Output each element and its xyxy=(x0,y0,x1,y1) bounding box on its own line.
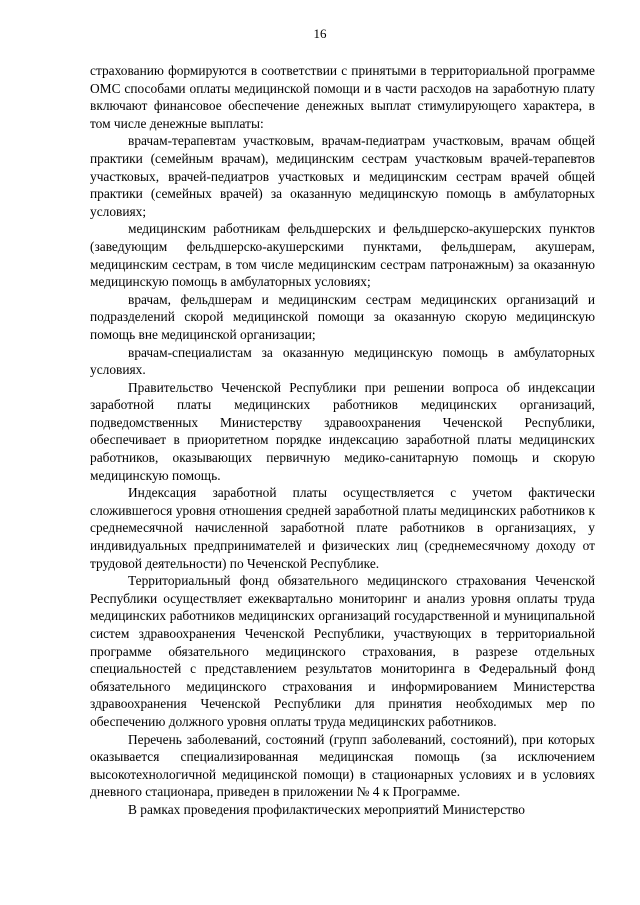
paragraph: В рамках проведения профилактических мероприятий Министерство xyxy=(128,801,525,817)
paragraph: Перечень заболеваний, состояний (групп заболеваний, состояний), при которых оказывается специализированная медицинская помощь (за исключением высокотехнологичной медицинской помощи) в стационарных условиях и в условиях дневного стационара, приведен в приложении № 4 к Программе. xyxy=(90,731,595,800)
paragraph: врачам, фельдшерам и медицинским сестрам медицинских организаций и подразделений скорой медицинской помощи за оказанную скорую медицинскую помощь вне медицинской организации; xyxy=(90,291,595,342)
paragraph: Правительство Чеченской Республики при решении вопроса об индексации заработной платы медицинских работников медицинских организаций, подведомственных Министерству здравоохранения Чеченской Республики, обеспечивает в приоритетном порядке индексацию заработной платы медицинских работников, оказывающих первичную медико-санитарную помощь и скорую медицинскую помощь. xyxy=(90,379,595,483)
page-number: 16 xyxy=(313,26,327,41)
paragraph: Индексация заработной платы осуществляется с учетом фактически сложившегося уровня отношения средней заработной платы медицинских работников к среднемесячной начисленной заработной плате работников в организациях, у индивидуальных предпринимателей и физических лиц (среднемесячному доходу от трудовой деятельности) по Чеченской Республике. xyxy=(90,485,595,571)
paragraph: Территориальный фонд обязательного медицинского страхования Чеченской Республики осуществляет ежеквартально мониторинг и анализ уровня оплаты труда медицинских работников медицинских организаций государственной и муниципальной систем здравоохранения Чеченской Республики, участвующих в территориальной программе обязательного медицинского страхования, в разрезе отдельных специальностей с представлением результатов мониторинга в Федеральный фонд обязательного медицинского страхования и информированием Министерства здравоохранения Чеченской Республики для принятия необходимых мер по обеспечению должного уровня оплаты труда медицинских работников. xyxy=(90,573,595,729)
paragraph: медицинским работникам фельдшерских и фельдшерско-акушерских пунктов (заведующим фельдшерско-акушерскими пунктами, фельдшерам, акушерам, медицинским сестрам, в том числе медицинским сестрам патронажным) за оказанную медицинскую помощь в амбулаторных условиях; xyxy=(90,221,595,290)
paragraph: врачам-терапевтам участковым, врачам-педиатрам участковым, врачам общей практики (семейным врачам), медицинским сестрам участковым врачей-терапевтов участковых, врачей-педиатров участковых и медицинским сестрам врачей общей практики (семейных врачей) за оказанную медицинскую помощь в амбулаторных условиях; xyxy=(90,133,595,219)
document-body xyxy=(90,62,595,819)
paragraph: врачам-специалистам за оказанную медицинскую помощь в амбулаторных условиях. xyxy=(90,344,595,378)
paragraph-continued: страхованию формируются в соответствии с принятыми в территориальной программе ОМС способами оплаты медицинской помощи и в части расходов на заработную плату включают финансовое обеспечение денежных выплат стимулирующего характера, в том числе денежные выплаты: xyxy=(90,63,595,131)
